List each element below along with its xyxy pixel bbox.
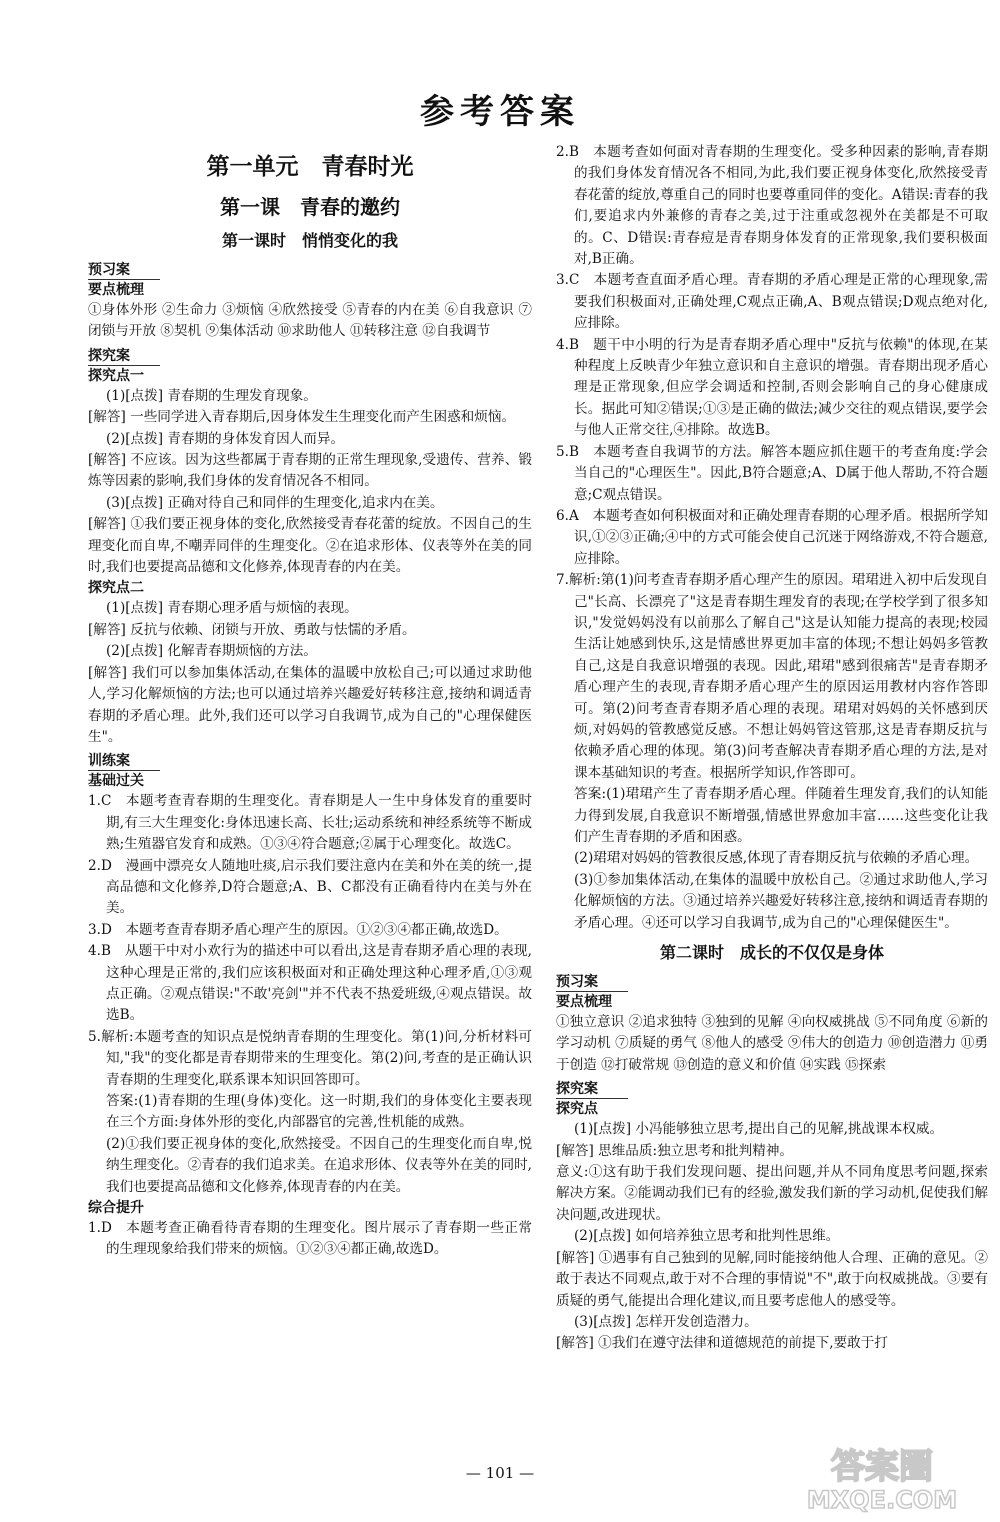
right-column [556, 142, 988, 1355]
question-answer: (3)①参加集体活动,在集体的温暖中放松自己。②通过求助他人,学习化解烦恼的方法。③通过培养兴趣爱好转移注意,接纳和调适青春期的矛盾心理。④还可以学习自我调节,成为自己的"心理保健医生"。 [574, 871, 988, 931]
explore-point: 探究点 [556, 1101, 598, 1118]
question-answer: 3.D 本题考查青春期矛盾心理产生的原因。①②③④都正确,故选D。 [88, 921, 508, 938]
question-answer: (2)①我们要正视身体的变化,欣然接受。不因自己的生理变化而自卑,悦纳生理变化。②青春的我们追求美。在追求形体、仪表等外在美的同时,我们也要提高品德和文化修养,体现青春的内在美。 [106, 1135, 532, 1195]
answer-line: (1)[点拨] 小冯能够独立思考,提出自己的见解,挑战课本权威。 [574, 1121, 944, 1138]
question-answer: 1.D 本题考查正确看待青春期的生理变化。图片展示了青春期一些正常的生理现象给我们带来的烦恼。①②③④都正确,故选D。 [88, 1220, 532, 1258]
question-answer: 2.B 本题考查如何面对青春期的生理变化。受多种因素的影响,青春期的我们身体发育情况各不相同,为此,我们要正视身体变化,欣然接受青春花蕾的绽放,尊重自己的同时也要尊重同伴的变化。A错误:青春的我们,要追求内外兼修的青春之美,过于注重或忽视外在美都是不可取的。C、D错误:青春痘是青春期身体发育的正常现象,我们要积极面对,B正确。 [556, 144, 988, 268]
page-number: — 101 — [465, 1464, 535, 1482]
question-answer: 7.解析:第(1)问考查青春期矛盾心理产生的原因。珺珺进入初中后发现自己"长高、长漂亮了"这是青春期生理发育的表现;在学校学到了很多知识,"发觉妈妈没有以前那么了解自己"这是认知能力提高的表现;校园生活让她感到快乐,这是情感世界更加丰富的体现;不想让妈妈多管教自己,这是自我意识增强的表现。因此,珺珺"感到很痛苦"是青春期矛盾心理产生的表现,青春期矛盾心理产生的原因运用教材内容作答即可。第(2)问考查青春期矛盾心理的表现。珺珺对妈妈的关怀感到厌烦,对妈妈的管教感觉反感。不想让妈妈管这管那,这是青春期反抗与依赖矛盾心理的体现。第(3)问考查解决青春期矛盾心理的方法,是对课本基础知识的考查。根据所学知识,作答即可。 [556, 572, 988, 781]
question-answer: (2)珺珺对妈妈的管教很反感,体现了青春期反抗与依赖的矛盾心理。 [574, 850, 979, 867]
question-answer: 3.C 本题考查直面矛盾心理。青春期的矛盾心理是正常的心理现象,需要我们积极面对,正确处理,C观点正确,A、B观点错误;D观点绝对化,应排除。 [556, 272, 988, 332]
left-column [88, 140, 532, 1261]
question-answer: 5.解析:本题考查的知识点是悦纳青春期的生理变化。第(1)问,分析材料可知,"我"的变化都是青春期带来的生理变化。第(2)问,考查的是正确认识青春期的生理变化,联系课本知识回答即可。 [88, 1028, 532, 1088]
answer-line: [解答] 反抗与依赖、闭锁与开放、勇敢与怯懦的矛盾。 [88, 621, 416, 638]
explore-point-2: 探究点二 [88, 580, 144, 597]
answer-line: (1)[点拨] 青春期的生理发育现象。 [106, 387, 317, 404]
watermark-text: 答案圈 [831, 1447, 933, 1487]
answer-line: [解答] ①我们要正视身体的变化,欣然接受青春花蕾的绽放。不因自己的生理变化而自卑,不嘲弄同伴的生理变化。②在追求形体、仪表等外在美的同时,我们也要提高品德和文化修养,体现青春的内在美。 [88, 516, 532, 576]
watermark-url: MXQE.COM [806, 1486, 958, 1514]
key-points-text: ①独立意识 ②追求独特 ③独到的见解 ④向权威挑战 ⑤不同角度 ⑥新的学习动机 ⑦质疑的勇气 ⑧他人的感受 ⑨伟大的创造力 ⑩创造潜力 ⑪勇于创造 ⑫打破常规 ⑬创造的意义和价值 ⑭实践 ⑮探索 [556, 1014, 988, 1073]
answer-line: (2)[点拨] 化解青春期烦恼的方法。 [106, 643, 317, 660]
period-title: 第一课时 悄悄变化的我 [221, 231, 398, 250]
question-answer: 4.B 从题干中对小欢行为的描述中可以看出,这是青春期矛盾心理的表现,这种心理是正常的,我们应该积极面对和正确处理这种心理矛盾,①③观点正确。②观点错误:"不敢'亮剑'"并不代表不热爱班级,④观点错误。故选B。 [88, 943, 532, 1024]
page-title: 参考答案 [420, 92, 580, 132]
answer-line: [解答] ①遇事有自己独到的见解,同时能接纳他人合理、正确的意见。②敢于表达不同观点,敢于对不合理的事情说"不",敢于向权威挑战。③要有质疑的勇气,能提出合理化建议,而且要考虑他人的感受等。 [556, 1249, 988, 1309]
unit-title: 第一单元 青春时光 [206, 154, 414, 180]
explore-point-1: 探究点一 [88, 367, 144, 384]
question-answer: 6.A 本题考查如何积极面对和正确处理青春期的心理矛盾。根据所学知识,①②③正确;④中的方式可能会使自己沉迷于网络游戏,不符合题意,应排除。 [556, 507, 988, 567]
question-answer: 答案:(1)珺珺产生了青春期矛盾心理。伴随着生理发育,我们的认知能力得到发展,自我意识不断增强,情感世界愈加丰富……这些变化让我们产生青春期的矛盾和困惑。 [574, 786, 988, 845]
answer-line: [解答] 思维品质:独立思考和批判精神。 [556, 1142, 794, 1159]
question-answer: 4.B 题干中小明的行为是青春期矛盾心理中"反抗与依赖"的体现,在某种程度上反映青少年独立意识和自主意识的增强。青春期出现矛盾心理是正常现象,但应学会调适和控制,否则会影响自己的身心健康成长。据此可知②错误;①③是正确的做法;减少交往的观点错误,要学会与他人正常交往,④排除。故选B。 [556, 336, 988, 439]
subsection-key-points: 要点梳理 [556, 994, 612, 1011]
answer-line: (3)[点拨] 正确对待自己和同伴的生理变化,追求内在美。 [106, 494, 444, 511]
period-2-title: 第二课时 成长的不仅仅是身体 [659, 943, 884, 963]
lesson-title: 第一课 青春的邀约 [220, 195, 400, 219]
question-answer: 答案:(1)青春期的生理(身体)变化。这一时期,我们的身体变化主要表现在三个方面:身体外形的变化,内部器官的完善,性机能的成熟。 [106, 1093, 532, 1131]
question-answer: 2.D 漫画中漂亮女人随地吐痰,启示我们要注意内在美和外在美的统一,提高品德和文化修养,D符合题意;A、B、C都没有正确看待内在美与外在美。 [88, 857, 532, 917]
section-explore: 探究案 [556, 1080, 628, 1099]
question-answer: 1.C 本题考查青春期的生理变化。青春期是人一生中身体发育的重要时期,有三大生理变化:身体迅速长高、长壮;运动系统和神经系统等不断成熟;生殖器官发育和成熟。①③④符合题意;②属于心理变化。故选C。 [88, 793, 532, 853]
answer-line: [解答] ①我们在遵守法律和道德规范的前提下,要敢于打 [556, 1335, 888, 1352]
watermark-logo [782, 1440, 982, 1514]
answer-line: (2)[点拨] 青春期的身体发育因人而异。 [106, 430, 345, 447]
answer-line: [解答] 不应该。因为这些都属于青春期的正常生理现象,受遗传、营养、锻炼等因素的影响,我们身体的发育情况各不相同。 [88, 452, 532, 490]
subsection-basic: 基础过关 [88, 773, 144, 790]
section-explore: 探究案 [88, 347, 160, 366]
answer-line: (1)[点拨] 青春期心理矛盾与烦恼的表现。 [106, 600, 358, 617]
subsection-advance: 综合提升 [88, 1200, 144, 1217]
answer-line: (3)[点拨] 怎样开发创造潜力。 [574, 1313, 758, 1330]
answer-line: [解答] 我们可以参加集体活动,在集体的温暖中放松自己;可以通过求助他人,学习化解烦恼的方法;也可以通过培养兴趣爱好转移注意,接纳和调适青春期的矛盾心理。此外,我们还可以学习自我调节,成为自己的"心理保健医生"。 [88, 664, 532, 745]
question-answer: 5.B 本题考查自我调节的方法。解答本题应抓住题干的考查角度:学会当自己的"心理医生"。因此,B符合题意;A、D属于他人帮助,不符合题意;C观点错误。 [556, 443, 988, 503]
section-preview: 预习案 [88, 261, 160, 280]
section-training: 训练案 [88, 752, 160, 771]
subsection-key-points: 要点梳理 [88, 282, 144, 298]
answer-line: [解答] 一些同学进入青春期后,因身体发生生理变化而产生困惑和烦恼。 [88, 409, 516, 426]
key-points-text: ①身体外形 ②生命力 ③烦恼 ④欣然接受 ⑤青春的内在美 ⑥自我意识 ⑦闭锁与开放 ⑧契机 ⑨集体活动 ⑩求助他人 ⑪转移注意 ⑫自我调节 [88, 302, 532, 340]
section-preview: 预习案 [556, 973, 628, 992]
answer-line: (2)[点拨] 如何培养独立思考和批判性思维。 [574, 1228, 840, 1245]
answer-line: 意义:①这有助于我们发现问题、提出问题,并从不同角度思考问题,探索解决方案。②能调动我们已有的经验,激发我们新的学习动机,促使我们解决问题,改进现状。 [556, 1164, 988, 1223]
